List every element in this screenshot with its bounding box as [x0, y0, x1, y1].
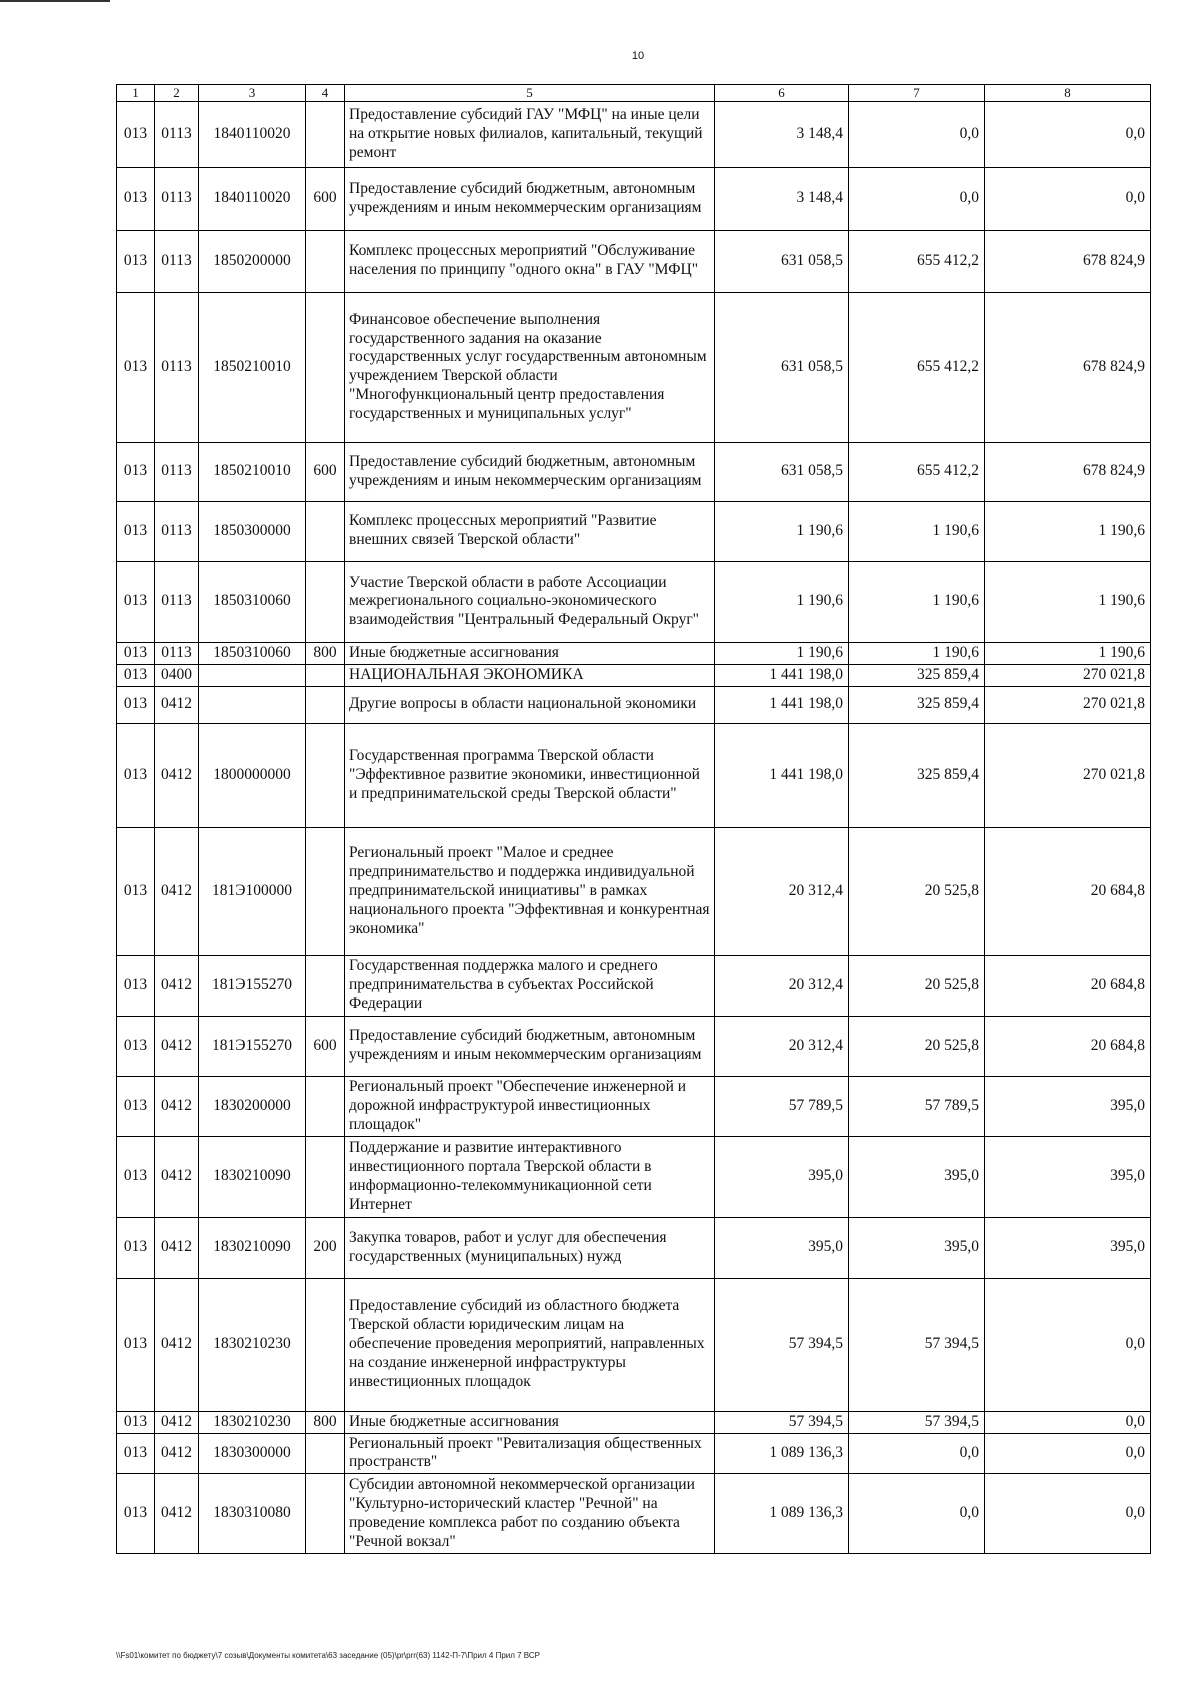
table-row — [117, 1016, 1151, 1076]
cell-expense-type — [306, 723, 345, 827]
cell-amount-year-3: 0,0 — [985, 1433, 1151, 1474]
cell-amount-year-2: 20 525,8 — [849, 827, 985, 955]
cell-department-code: 013 — [117, 501, 155, 561]
cell-department-code: 013 — [117, 442, 155, 501]
header-col-6: 6 — [715, 85, 849, 102]
cell-amount-year-1: 395,0 — [715, 1136, 849, 1217]
cell-amount-year-2: 0,0 — [849, 167, 985, 230]
header-col-3: 3 — [199, 85, 306, 102]
header-row — [117, 85, 1151, 102]
table-row — [117, 167, 1151, 230]
cell-target-article: 1850210010 — [199, 292, 306, 442]
cell-section-code: 0412 — [155, 686, 199, 723]
cell-description: Комплекс процессных мероприятий "Развитие внешних связей Тверской области" — [345, 501, 715, 561]
cell-department-code: 013 — [117, 292, 155, 442]
cell-amount-year-2: 57 789,5 — [849, 1076, 985, 1136]
cell-target-article: 1850300000 — [199, 501, 306, 561]
cell-amount-year-2: 1 190,6 — [849, 561, 985, 642]
cell-department-code: 013 — [117, 230, 155, 292]
cell-amount-year-3: 270 021,8 — [985, 686, 1151, 723]
cell-expense-type — [306, 561, 345, 642]
cell-expense-type — [306, 1278, 345, 1411]
cell-amount-year-3: 0,0 — [985, 1278, 1151, 1411]
cell-department-code: 013 — [117, 1016, 155, 1076]
cell-section-code: 0113 — [155, 442, 199, 501]
cell-amount-year-1: 631 058,5 — [715, 230, 849, 292]
cell-amount-year-2: 655 412,2 — [849, 442, 985, 501]
header-col-1: 1 — [117, 85, 155, 102]
table-row — [117, 827, 1151, 955]
cell-amount-year-3: 270 021,8 — [985, 723, 1151, 827]
cell-section-code: 0400 — [155, 664, 199, 686]
table-row — [117, 101, 1151, 167]
cell-department-code: 013 — [117, 101, 155, 167]
cell-amount-year-3: 1 190,6 — [985, 642, 1151, 664]
cell-description: Закупка товаров, работ и услуг для обеспечения государственных (муниципальных) нужд — [345, 1217, 715, 1278]
cell-target-article: 1830210090 — [199, 1136, 306, 1217]
cell-description: Государственная поддержка малого и среднего предпринимательства в субъектах Российской Федерации — [345, 955, 715, 1016]
cell-section-code: 0412 — [155, 723, 199, 827]
cell-section-code: 0412 — [155, 1076, 199, 1136]
cell-amount-year-2: 0,0 — [849, 1474, 985, 1554]
cell-expense-type: 800 — [306, 1411, 345, 1433]
cell-target-article: 1800000000 — [199, 723, 306, 827]
cell-amount-year-1: 3 148,4 — [715, 101, 849, 167]
cell-section-code: 0412 — [155, 955, 199, 1016]
cell-amount-year-2: 395,0 — [849, 1217, 985, 1278]
cell-expense-type: 600 — [306, 167, 345, 230]
cell-department-code: 013 — [117, 1136, 155, 1217]
cell-expense-type: 600 — [306, 1016, 345, 1076]
cell-department-code: 013 — [117, 1076, 155, 1136]
cell-amount-year-2: 655 412,2 — [849, 292, 985, 442]
cell-section-code: 0412 — [155, 1433, 199, 1474]
header-col-4: 4 — [306, 85, 345, 102]
cell-expense-type — [306, 1433, 345, 1474]
cell-expense-type — [306, 1076, 345, 1136]
table-row — [117, 664, 1151, 686]
cell-target-article: 1830210230 — [199, 1278, 306, 1411]
cell-description: Региональный проект "Малое и среднее предпринимательство и поддержка индивидуальной предпринимательской инициативы" в рамках национального проекта "Эффективная и конкурентная экономика" — [345, 827, 715, 955]
cell-target-article: 181Э155270 — [199, 955, 306, 1016]
cell-expense-type — [306, 955, 345, 1016]
table-row — [117, 501, 1151, 561]
cell-department-code: 013 — [117, 955, 155, 1016]
cell-amount-year-2: 325 859,4 — [849, 686, 985, 723]
cell-department-code: 013 — [117, 642, 155, 664]
cell-department-code: 013 — [117, 1474, 155, 1554]
cell-section-code: 0412 — [155, 1411, 199, 1433]
cell-target-article: 1830200000 — [199, 1076, 306, 1136]
cell-amount-year-3: 395,0 — [985, 1136, 1151, 1217]
cell-amount-year-1: 1 089 136,3 — [715, 1433, 849, 1474]
cell-department-code: 013 — [117, 167, 155, 230]
cell-amount-year-1: 395,0 — [715, 1217, 849, 1278]
cell-section-code: 0113 — [155, 642, 199, 664]
cell-amount-year-3: 678 824,9 — [985, 292, 1151, 442]
cell-target-article: 181Э100000 — [199, 827, 306, 955]
cell-amount-year-3: 678 824,9 — [985, 230, 1151, 292]
cell-target-article: 1830210090 — [199, 1217, 306, 1278]
cell-amount-year-2: 0,0 — [849, 101, 985, 167]
cell-expense-type — [306, 230, 345, 292]
cell-expense-type — [306, 1136, 345, 1217]
cell-amount-year-1: 1 190,6 — [715, 561, 849, 642]
header-col-8: 8 — [985, 85, 1151, 102]
cell-target-article: 1850310060 — [199, 561, 306, 642]
cell-expense-type — [306, 101, 345, 167]
header-col-7: 7 — [849, 85, 985, 102]
cell-amount-year-3: 1 190,6 — [985, 561, 1151, 642]
cell-section-code: 0113 — [155, 101, 199, 167]
cell-expense-type: 800 — [306, 642, 345, 664]
cell-target-article: 1830210230 — [199, 1411, 306, 1433]
table-body — [117, 101, 1151, 1554]
cell-expense-type — [306, 827, 345, 955]
cell-amount-year-2: 395,0 — [849, 1136, 985, 1217]
cell-amount-year-2: 57 394,5 — [849, 1411, 985, 1433]
cell-amount-year-3: 270 021,8 — [985, 664, 1151, 686]
budget-table — [116, 84, 1151, 1554]
cell-amount-year-2: 0,0 — [849, 1433, 985, 1474]
page-number: 10 — [631, 50, 645, 62]
cell-target-article — [199, 664, 306, 686]
cell-amount-year-3: 20 684,8 — [985, 827, 1151, 955]
cell-description: Региональный проект "Ревитализация общественных пространств" — [345, 1433, 715, 1474]
cell-section-code: 0113 — [155, 230, 199, 292]
cell-description: Комплекс процессных мероприятий "Обслуживание населения по принципу "одного окна" в ГАУ "МФЦ" — [345, 230, 715, 292]
table-row — [117, 1136, 1151, 1217]
cell-target-article: 1840110020 — [199, 101, 306, 167]
cell-amount-year-3: 20 684,8 — [985, 955, 1151, 1016]
cell-section-code: 0113 — [155, 292, 199, 442]
cell-department-code: 013 — [117, 686, 155, 723]
table-row — [117, 1411, 1151, 1433]
cell-amount-year-3: 0,0 — [985, 1411, 1151, 1433]
cell-amount-year-2: 1 190,6 — [849, 642, 985, 664]
cell-amount-year-1: 1 441 198,0 — [715, 686, 849, 723]
table-row — [117, 1076, 1151, 1136]
cell-amount-year-1: 1 190,6 — [715, 642, 849, 664]
cell-expense-type — [306, 664, 345, 686]
cell-amount-year-3: 395,0 — [985, 1217, 1151, 1278]
cell-section-code: 0412 — [155, 1474, 199, 1554]
cell-section-code: 0412 — [155, 1217, 199, 1278]
cell-department-code: 013 — [117, 1411, 155, 1433]
cell-amount-year-1: 57 789,5 — [715, 1076, 849, 1136]
cell-expense-type — [306, 686, 345, 723]
cell-section-code: 0412 — [155, 1016, 199, 1076]
cell-department-code: 013 — [117, 1433, 155, 1474]
table-row — [117, 686, 1151, 723]
cell-amount-year-3: 0,0 — [985, 1474, 1151, 1554]
table-row — [117, 1217, 1151, 1278]
table-row — [117, 1474, 1151, 1554]
cell-description: Иные бюджетные ассигнования — [345, 1411, 715, 1433]
cell-section-code: 0412 — [155, 827, 199, 955]
cell-target-article: 1830300000 — [199, 1433, 306, 1474]
cell-amount-year-3: 0,0 — [985, 101, 1151, 167]
cell-description: Государственная программа Тверской области "Эффективное развитие экономики, инвестиционной и предпринимательской среды Тверской области" — [345, 723, 715, 827]
cell-department-code: 013 — [117, 723, 155, 827]
table-row — [117, 561, 1151, 642]
cell-department-code: 013 — [117, 664, 155, 686]
cell-amount-year-2: 655 412,2 — [849, 230, 985, 292]
cell-amount-year-1: 20 312,4 — [715, 827, 849, 955]
cell-description: Иные бюджетные ассигнования — [345, 642, 715, 664]
cell-amount-year-2: 325 859,4 — [849, 664, 985, 686]
table-row — [117, 1278, 1151, 1411]
cell-department-code: 013 — [117, 561, 155, 642]
cell-amount-year-1: 631 058,5 — [715, 442, 849, 501]
cell-amount-year-1: 3 148,4 — [715, 167, 849, 230]
header-col-2: 2 — [155, 85, 199, 102]
cell-description: Поддержание и развитие интерактивного инвестиционного портала Тверской области в информационно-телекоммуникационной сети Интернет — [345, 1136, 715, 1217]
cell-amount-year-1: 1 089 136,3 — [715, 1474, 849, 1554]
cell-section-code: 0113 — [155, 501, 199, 561]
header-col-5: 5 — [345, 85, 715, 102]
cell-description: НАЦИОНАЛЬНАЯ ЭКОНОМИКА — [345, 664, 715, 686]
footer-file-path: \\Fs01\комитет по бюджету\7 созыв\Документы комитета\63 заседание (05)\pr\prr(63) 1142-П-7\Прил 4 Прил 7 ВСР — [116, 1651, 540, 1660]
cell-target-article: 1850210010 — [199, 442, 306, 501]
cell-section-code: 0113 — [155, 167, 199, 230]
cell-description: Предоставление субсидий из областного бюджета Тверской области юридическим лицам на обеспечение проведения мероприятий, направленных на создание инженерной инфраструктуры инвестиционных площадок — [345, 1278, 715, 1411]
cell-description: Другие вопросы в области национальной экономики — [345, 686, 715, 723]
cell-department-code: 013 — [117, 1217, 155, 1278]
cell-description: Субсидии автономной некоммерческой организации "Культурно-исторический кластер "Речной" на проведение комплекса работ по созданию объекта "Речной вокзал" — [345, 1474, 715, 1554]
cell-target-article: 1830310080 — [199, 1474, 306, 1554]
cell-description: Предоставление субсидий бюджетным, автономным учреждениям и иным некоммерческим организациям — [345, 1016, 715, 1076]
cell-amount-year-1: 1 441 198,0 — [715, 664, 849, 686]
cell-section-code: 0412 — [155, 1136, 199, 1217]
cell-amount-year-1: 20 312,4 — [715, 955, 849, 1016]
table-row — [117, 955, 1151, 1016]
cell-expense-type: 200 — [306, 1217, 345, 1278]
cell-description: Финансовое обеспечение выполнения государственного задания на оказание государственных услуг государственным автономным учреждением Тверской области "Многофункциональный центр предоставления государственных и муниципальных услуг" — [345, 292, 715, 442]
cell-amount-year-1: 20 312,4 — [715, 1016, 849, 1076]
cell-target-article: 181Э155270 — [199, 1016, 306, 1076]
cell-description: Предоставление субсидий бюджетным, автономным учреждениям и иным некоммерческим организациям — [345, 442, 715, 501]
cell-description: Участие Тверской области в работе Ассоциации межрегионального социально-экономического взаимодействия "Центральный Федеральный Округ" — [345, 561, 715, 642]
cell-amount-year-3: 678 824,9 — [985, 442, 1151, 501]
cell-amount-year-3: 1 190,6 — [985, 501, 1151, 561]
table-row — [117, 642, 1151, 664]
cell-description: Региональный проект "Обеспечение инженерной и дорожной инфраструктурой инвестиционных площадок" — [345, 1076, 715, 1136]
table-row — [117, 442, 1151, 501]
cell-description: Предоставление субсидий ГАУ "МФЦ" на иные цели на открытие новых филиалов, капитальный, текущий ремонт — [345, 101, 715, 167]
cell-description: Предоставление субсидий бюджетным, автономным учреждениям и иным некоммерческим организациям — [345, 167, 715, 230]
table-row — [117, 1433, 1151, 1474]
cell-amount-year-1: 57 394,5 — [715, 1278, 849, 1411]
cell-amount-year-2: 20 525,8 — [849, 1016, 985, 1076]
cell-amount-year-1: 631 058,5 — [715, 292, 849, 442]
cell-amount-year-2: 20 525,8 — [849, 955, 985, 1016]
table-row — [117, 230, 1151, 292]
cell-section-code: 0412 — [155, 1278, 199, 1411]
cell-expense-type — [306, 501, 345, 561]
cell-department-code: 013 — [117, 1278, 155, 1411]
cell-amount-year-2: 325 859,4 — [849, 723, 985, 827]
cell-target-article: 1840110020 — [199, 167, 306, 230]
cell-expense-type — [306, 1474, 345, 1554]
cell-target-article: 1850310060 — [199, 642, 306, 664]
cell-amount-year-2: 57 394,5 — [849, 1278, 985, 1411]
cell-target-article: 1850200000 — [199, 230, 306, 292]
cell-amount-year-1: 1 190,6 — [715, 501, 849, 561]
cell-department-code: 013 — [117, 827, 155, 955]
cell-amount-year-3: 0,0 — [985, 167, 1151, 230]
cell-expense-type: 600 — [306, 442, 345, 501]
cell-section-code: 0113 — [155, 561, 199, 642]
cell-amount-year-3: 20 684,8 — [985, 1016, 1151, 1076]
table-row — [117, 723, 1151, 827]
cell-expense-type — [306, 292, 345, 442]
table-row — [117, 292, 1151, 442]
cell-amount-year-1: 1 441 198,0 — [715, 723, 849, 827]
cell-amount-year-3: 395,0 — [985, 1076, 1151, 1136]
cell-target-article — [199, 686, 306, 723]
scan-edge-line — [0, 0, 110, 2]
cell-amount-year-1: 57 394,5 — [715, 1411, 849, 1433]
cell-amount-year-2: 1 190,6 — [849, 501, 985, 561]
